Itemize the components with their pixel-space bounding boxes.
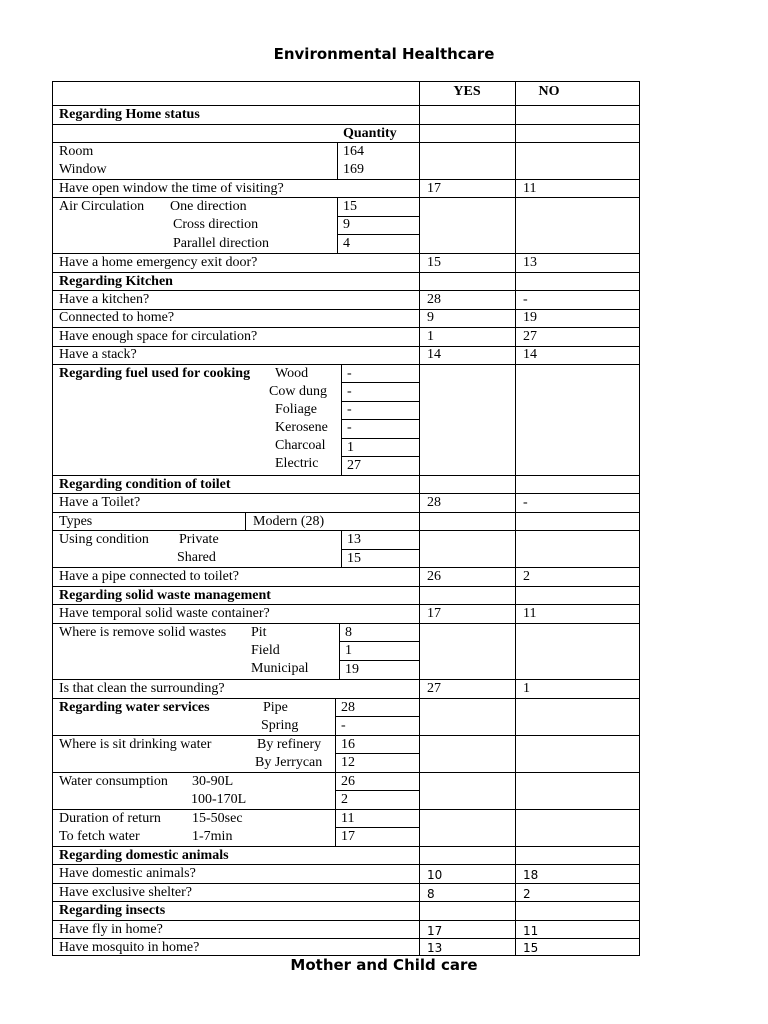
animals-question: Have domestic animals?	[59, 866, 196, 881]
waste-container-yes: 17	[427, 606, 441, 621]
waste-municipal-label: Municipal	[251, 661, 309, 676]
fuel-charcoal-value: 1	[347, 440, 354, 455]
jerrycan-label: By Jerrycan	[255, 755, 323, 770]
stack-yes: 14	[427, 347, 441, 362]
waste-field-label: Field	[251, 643, 280, 658]
shelter-no: 2	[523, 887, 531, 901]
exit-door-question: Have a home emergency exit door?	[59, 255, 258, 270]
water-spring-label: Spring	[261, 718, 299, 733]
toilet-pipe-yes: 26	[427, 569, 441, 584]
duration-label: Duration of return	[59, 811, 161, 826]
consumption-range-1-value: 26	[341, 774, 355, 789]
space-question: Have enough space for circulation?	[59, 329, 258, 344]
survey-table	[52, 81, 640, 956]
air-cross-value: 9	[343, 217, 350, 232]
exit-door-yes: 15	[427, 255, 441, 270]
consumption-range-2-label: 100-170L	[191, 792, 247, 807]
private-label: Private	[179, 532, 219, 547]
duration-range-2-value: 17	[341, 829, 355, 844]
fly-yes: 17	[427, 924, 443, 938]
drinking-water-label: Where is sit drinking water	[59, 737, 212, 752]
fuel-charcoal-label: Charcoal	[275, 438, 326, 453]
stack-no: 14	[523, 347, 537, 362]
room-label: Room	[59, 144, 94, 159]
fuel-foliage-value: -	[347, 402, 352, 417]
next-section-title: Mother and Child care	[290, 956, 478, 974]
fly-no: 11	[523, 924, 539, 938]
waste-container-question: Have temporal solid waste container?	[59, 606, 270, 621]
kitchen-no: -	[523, 292, 528, 307]
duration-range-1-label: 15-50sec	[192, 811, 243, 826]
private-value: 13	[347, 532, 361, 547]
waste-container-no: 11	[523, 606, 537, 621]
shelter-question: Have exclusive shelter?	[59, 885, 192, 900]
shared-label: Shared	[177, 550, 216, 565]
air-parallel-value: 4	[343, 236, 350, 251]
section-toilet: Regarding condition of toilet	[59, 477, 231, 492]
waste-remove-label: Where is remove solid wastes	[59, 625, 227, 640]
fuel-kerosene-value: -	[347, 420, 352, 435]
air-one-value: 15	[343, 199, 357, 214]
air-cross-label: Cross direction	[173, 217, 259, 232]
mosquito-yes: 13	[427, 941, 443, 955]
room-value: 164	[343, 144, 364, 159]
section-waste: Regarding solid waste management	[59, 588, 271, 603]
air-one-label: One direction	[170, 199, 247, 214]
water-pipe-label: Pipe	[263, 700, 288, 715]
consumption-range-2-value: 2	[341, 792, 348, 807]
kitchen-question: Have a kitchen?	[59, 292, 150, 307]
consumption-label: Water consumption	[59, 774, 168, 789]
waste-municipal-value: 19	[345, 662, 359, 677]
clean-no: 1	[523, 681, 530, 696]
toilet-question: Have a Toilet?	[59, 495, 141, 510]
toilet-pipe-no: 2	[523, 569, 530, 584]
fetch-water-label: To fetch water	[59, 829, 140, 844]
waste-pit-label: Pit	[251, 625, 267, 640]
air-parallel-label: Parallel direction	[173, 236, 270, 251]
water-pipe-value: 28	[341, 700, 355, 715]
fuel-kerosene-label: Kerosene	[275, 420, 328, 435]
page-title: Environmental Healthcare	[273, 45, 495, 63]
shelter-yes: 8	[427, 887, 435, 901]
fuel-cowdung-value: -	[347, 384, 352, 399]
jerrycan-value: 12	[341, 755, 355, 770]
toilet-types-value: Modern (28)	[253, 514, 325, 529]
animals-no: 18	[523, 868, 539, 882]
water-spring-value: -	[341, 718, 346, 733]
connected-yes: 9	[427, 310, 434, 325]
space-no: 27	[523, 329, 537, 344]
section-kitchen: Regarding Kitchen	[59, 274, 173, 289]
clean-yes: 27	[427, 681, 441, 696]
space-yes: 1	[427, 329, 434, 344]
window-value: 169	[343, 162, 364, 177]
consumption-range-1-label: 30-90L	[192, 774, 234, 789]
air-circulation-label: Air Circulation	[59, 199, 145, 214]
toilet-yes: 28	[427, 495, 441, 510]
quantity-header: Quantity	[343, 126, 397, 141]
section-insects: Regarding insects	[59, 903, 166, 918]
fly-question: Have fly in home?	[59, 922, 163, 937]
section-animals: Regarding domestic animals	[59, 848, 229, 863]
mosquito-no: 15	[523, 941, 539, 955]
kitchen-yes: 28	[427, 292, 441, 307]
toilet-no: -	[523, 495, 528, 510]
refinery-label: By refinery	[257, 737, 322, 752]
yes-column-header: YES	[453, 84, 481, 99]
clean-question: Is that clean the surrounding?	[59, 681, 225, 696]
fuel-electric-label: Electric	[275, 456, 319, 471]
connected-question: Connected to home?	[59, 310, 175, 325]
duration-range-1-value: 11	[341, 811, 355, 826]
mosquito-question: Have mosquito in home?	[59, 940, 200, 955]
open-window-question: Have open window the time of visiting?	[59, 181, 284, 196]
animals-yes: 10	[427, 868, 443, 882]
exit-door-no: 13	[523, 255, 537, 270]
duration-range-2-label: 1-7min	[192, 829, 233, 844]
window-label: Window	[59, 162, 107, 177]
waste-field-value: 1	[345, 643, 352, 658]
toilet-types-label: Types	[59, 514, 93, 529]
fuel-electric-value: 27	[347, 458, 361, 473]
toilet-pipe-question: Have a pipe connected to toilet?	[59, 569, 239, 584]
connected-no: 19	[523, 310, 537, 325]
stack-question: Have a stack?	[59, 347, 137, 362]
section-fuel: Regarding fuel used for cooking	[59, 366, 251, 381]
shared-value: 15	[347, 551, 361, 566]
fuel-foliage-label: Foliage	[275, 402, 317, 417]
open-window-yes: 17	[427, 181, 441, 196]
section-home-status: Regarding Home status	[59, 107, 200, 122]
section-water: Regarding water services	[59, 700, 210, 715]
fuel-wood-value: -	[347, 366, 352, 381]
open-window-no: 11	[523, 181, 537, 196]
refinery-value: 16	[341, 737, 355, 752]
waste-pit-value: 8	[345, 625, 352, 640]
fuel-cowdung-label: Cow dung	[269, 384, 327, 399]
fuel-wood-label: Wood	[275, 366, 309, 381]
no-column-header: NO	[538, 84, 560, 99]
using-condition-label: Using condition	[59, 532, 149, 547]
